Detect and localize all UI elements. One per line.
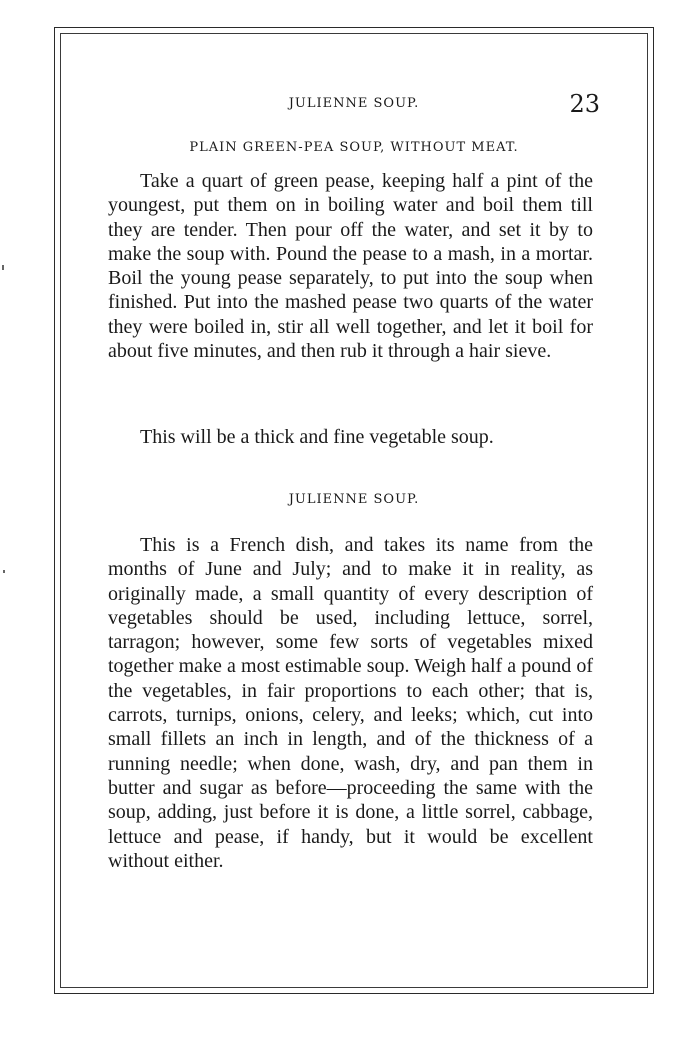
paragraph: This is a French dish, and takes its name from the months of June and July; and to make it in reality, as originally made, a small quantity of every description of vegetables should be used, including lettuce, sorrel, tarragon; however, some few sorts of vegetables mixed together make a most estimable soup. Weigh half a pound of the vegetables, in fair proportions to each other; that is, carrots, turnips, onions, celery, and leeks; which, cut into small fillets an inch in length, and of the thickness of a running needle; when done, wash, dry, and pan them in butter and sugar as before—proceeding the same with the soup, adding, just before it is done, a little sorrel, cabbage, lettuce and pease, if handy, but it would be excellent without either.	[108, 534, 593, 872]
running-head	[60, 92, 648, 124]
paragraph: Take a quart of green pease, keeping half a pint of the youngest, put them on in boiling water and boil them till they are tender. Then pour off the water, and set it by to make the soup with. Pound the pease to a mash, in a mortar. Boil the young pease separately, to put into the soup when finished. Put into the mashed pease two quarts of the water they were boiled in, stir all well together, and let it boil for about five minutes, and then rub it through a hair sieve.	[108, 170, 593, 363]
section-body	[108, 425, 593, 449]
section-body	[108, 533, 593, 873]
section-heading: PLAIN GREEN-PEA SOUP, WITHOUT MEAT.	[189, 140, 519, 155]
section-body	[108, 169, 593, 363]
paragraph: This will be a thick and fine vegetable soup.	[140, 426, 494, 448]
section-heading: JULIENNE SOUP.	[288, 492, 420, 507]
margin-mark	[2, 265, 4, 270]
margin-mark	[3, 570, 5, 573]
running-title: JULIENNE SOUP.	[288, 96, 420, 111]
page-number: 23	[569, 90, 600, 118]
